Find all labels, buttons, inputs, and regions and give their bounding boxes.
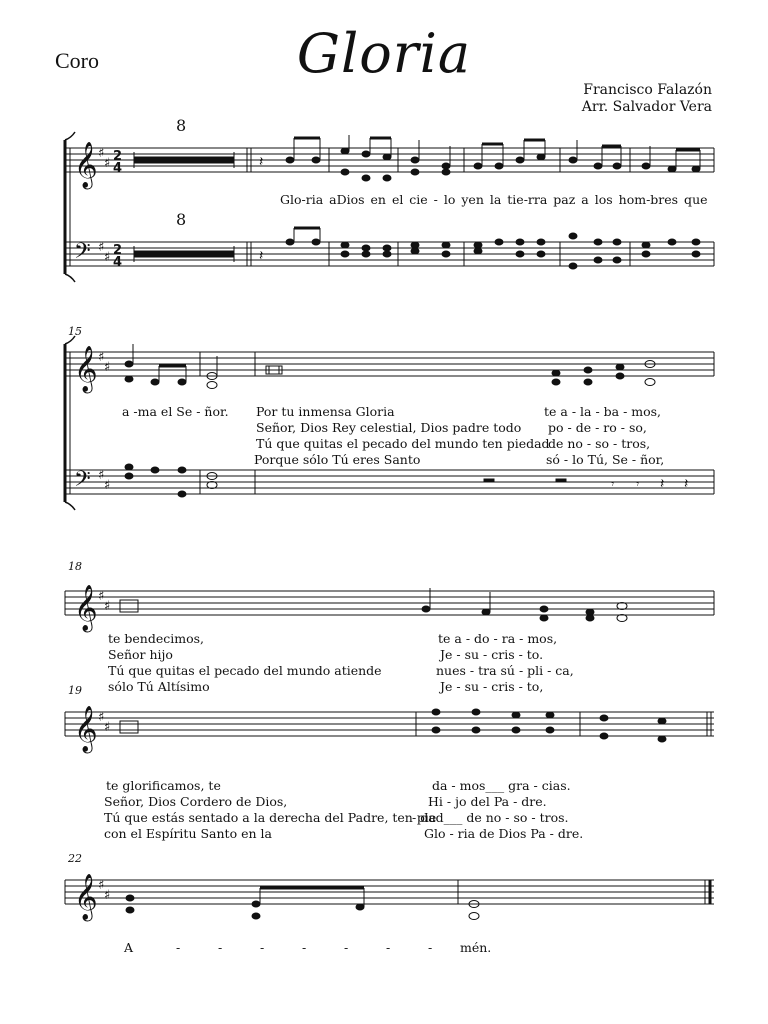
system-1-top-notes bbox=[259, 135, 700, 181]
system-3-verse-4-end: Je - su - cris - to, bbox=[440, 679, 544, 694]
svg-text:𝄾: 𝄾 bbox=[611, 477, 615, 491]
svg-text:♯: ♯ bbox=[104, 478, 111, 493]
system-3-verse-1: te bendecimos, bbox=[108, 631, 205, 646]
system-3-verse-3-end: nues - tra sú - pli - ca, bbox=[436, 663, 574, 678]
system-2-verse-2-end: po - de - ro - so, bbox=[548, 420, 647, 435]
svg-text:𝄽: 𝄽 bbox=[259, 248, 264, 264]
system-3-staff bbox=[65, 591, 714, 615]
system-4-staff bbox=[65, 712, 714, 736]
system-5-dash-7: - bbox=[428, 940, 433, 955]
system-2-lead-lyric: a -ma el Se - ñor. bbox=[122, 404, 229, 419]
system-3-verse-2-end: Je - su - cris - to. bbox=[440, 647, 544, 662]
svg-text:♯: ♯ bbox=[104, 720, 111, 735]
system-2-verse-1-end: te a - la - ba - mos, bbox=[544, 404, 662, 419]
svg-text:2: 2 bbox=[113, 243, 123, 258]
svg-text:𝄾: 𝄾 bbox=[636, 477, 640, 491]
svg-text:♯: ♯ bbox=[98, 350, 105, 365]
system-2-verse-1: Por tu inmensa Gloria bbox=[256, 404, 395, 419]
system-5-dash-4: - bbox=[302, 940, 307, 955]
svg-text:♯: ♯ bbox=[98, 468, 105, 483]
svg-text:♯: ♯ bbox=[104, 360, 111, 375]
system-4-verse-4: con el Espíritu Santo en la bbox=[104, 826, 272, 841]
measure-number-15: 15 bbox=[68, 325, 82, 338]
svg-text:𝄽: 𝄽 bbox=[259, 154, 264, 170]
svg-text:𝄞: 𝄞 bbox=[74, 874, 98, 920]
measure-number-22: 22 bbox=[68, 852, 82, 865]
system-5-dash-3: - bbox=[260, 940, 265, 955]
system-4-verse-2-end: Hi - jo del Pa - dre. bbox=[428, 794, 547, 809]
part-name: Coro bbox=[55, 48, 99, 73]
svg-text:4: 4 bbox=[113, 255, 123, 270]
composer: Francisco Falazón bbox=[583, 82, 712, 98]
bass-clef-icon: 𝄢 bbox=[74, 239, 91, 269]
system-5-dash-5: - bbox=[344, 940, 349, 955]
svg-text:𝄽: 𝄽 bbox=[684, 476, 689, 492]
system-4-verse-1: te glorificamos, te bbox=[106, 778, 221, 793]
system-5-lyric-start: A bbox=[124, 940, 134, 955]
system-4-notes bbox=[120, 709, 666, 742]
system-5-lyric-end: mén. bbox=[460, 940, 492, 955]
system-3-verse-2: Señor hijo bbox=[108, 647, 173, 662]
svg-text:𝄞: 𝄞 bbox=[74, 706, 98, 752]
svg-text:2: 2 bbox=[113, 149, 123, 164]
measure-number-18: 18 bbox=[68, 560, 82, 573]
system-4-verse-3: Tú que estás sentado a la derecha del Padre, ten pie bbox=[104, 810, 437, 825]
system-3-verse-1-end: te a - do - ra - mos, bbox=[438, 631, 558, 646]
system-2-verse-4: Porque sólo Tú eres Santo bbox=[254, 452, 421, 467]
system-2-verse-3: Tú que quitas el pecado del mundo ten piedad bbox=[256, 436, 550, 451]
svg-text:♯: ♯ bbox=[104, 250, 111, 265]
system-5-dash-2: - bbox=[218, 940, 223, 955]
system-5-dash-6: - bbox=[386, 940, 391, 955]
svg-text:𝄢: 𝄢 bbox=[74, 467, 91, 497]
system-3-notes bbox=[120, 588, 627, 622]
multirest-count-top: 8 bbox=[176, 116, 187, 135]
svg-text:♯: ♯ bbox=[98, 240, 105, 255]
system-2-verse-3-end: de no - so - tros, bbox=[548, 436, 651, 451]
svg-text:♯: ♯ bbox=[98, 589, 105, 604]
multirest-count-bottom: 8 bbox=[176, 210, 187, 229]
svg-text:♯: ♯ bbox=[104, 599, 111, 614]
piece-title: Gloria bbox=[296, 22, 472, 85]
system-5-dash-1: - bbox=[176, 940, 181, 955]
system-4-verse-3-end: - dad___ de no - so - tros. bbox=[412, 810, 569, 825]
svg-text:♯: ♯ bbox=[98, 146, 105, 161]
svg-text:♯: ♯ bbox=[104, 888, 111, 903]
system-2-verse-4-end: só - lo Tú, Se - ñor, bbox=[546, 452, 665, 467]
svg-text:♯: ♯ bbox=[98, 878, 105, 893]
system-3-verse-3: Tú que quitas el pecado del mundo atiende bbox=[108, 663, 382, 678]
system-4-verse-4-end: Glo - ria de Dios Pa - dre. bbox=[424, 826, 584, 841]
system-4-verse-2: Señor, Dios Cordero de Dios, bbox=[104, 794, 288, 809]
svg-text:𝄽: 𝄽 bbox=[660, 476, 665, 492]
measure-number-19: 19 bbox=[68, 684, 82, 697]
svg-text:♯: ♯ bbox=[104, 156, 111, 171]
treble-clef-icon: 𝄞 bbox=[74, 142, 98, 188]
system-5-staff bbox=[65, 880, 714, 904]
system-3-verse-4: sólo Tú Altísimo bbox=[108, 679, 210, 694]
system-4-verse-1-end: da - mos___ gra - cias. bbox=[432, 778, 571, 793]
svg-text:4: 4 bbox=[113, 161, 123, 176]
svg-text:𝄞: 𝄞 bbox=[74, 585, 98, 631]
system-1-lyric: Glo-ria aDios en el cie - lo yen la tie-rra paz a los hom-bres que bbox=[280, 192, 708, 207]
svg-text:𝄞: 𝄞 bbox=[74, 346, 98, 392]
arranger: Arr. Salvador Vera bbox=[581, 99, 712, 115]
system-2-verse-2: Señor, Dios Rey celestial, Dios padre todo bbox=[256, 420, 522, 435]
svg-text:♯: ♯ bbox=[98, 710, 105, 725]
